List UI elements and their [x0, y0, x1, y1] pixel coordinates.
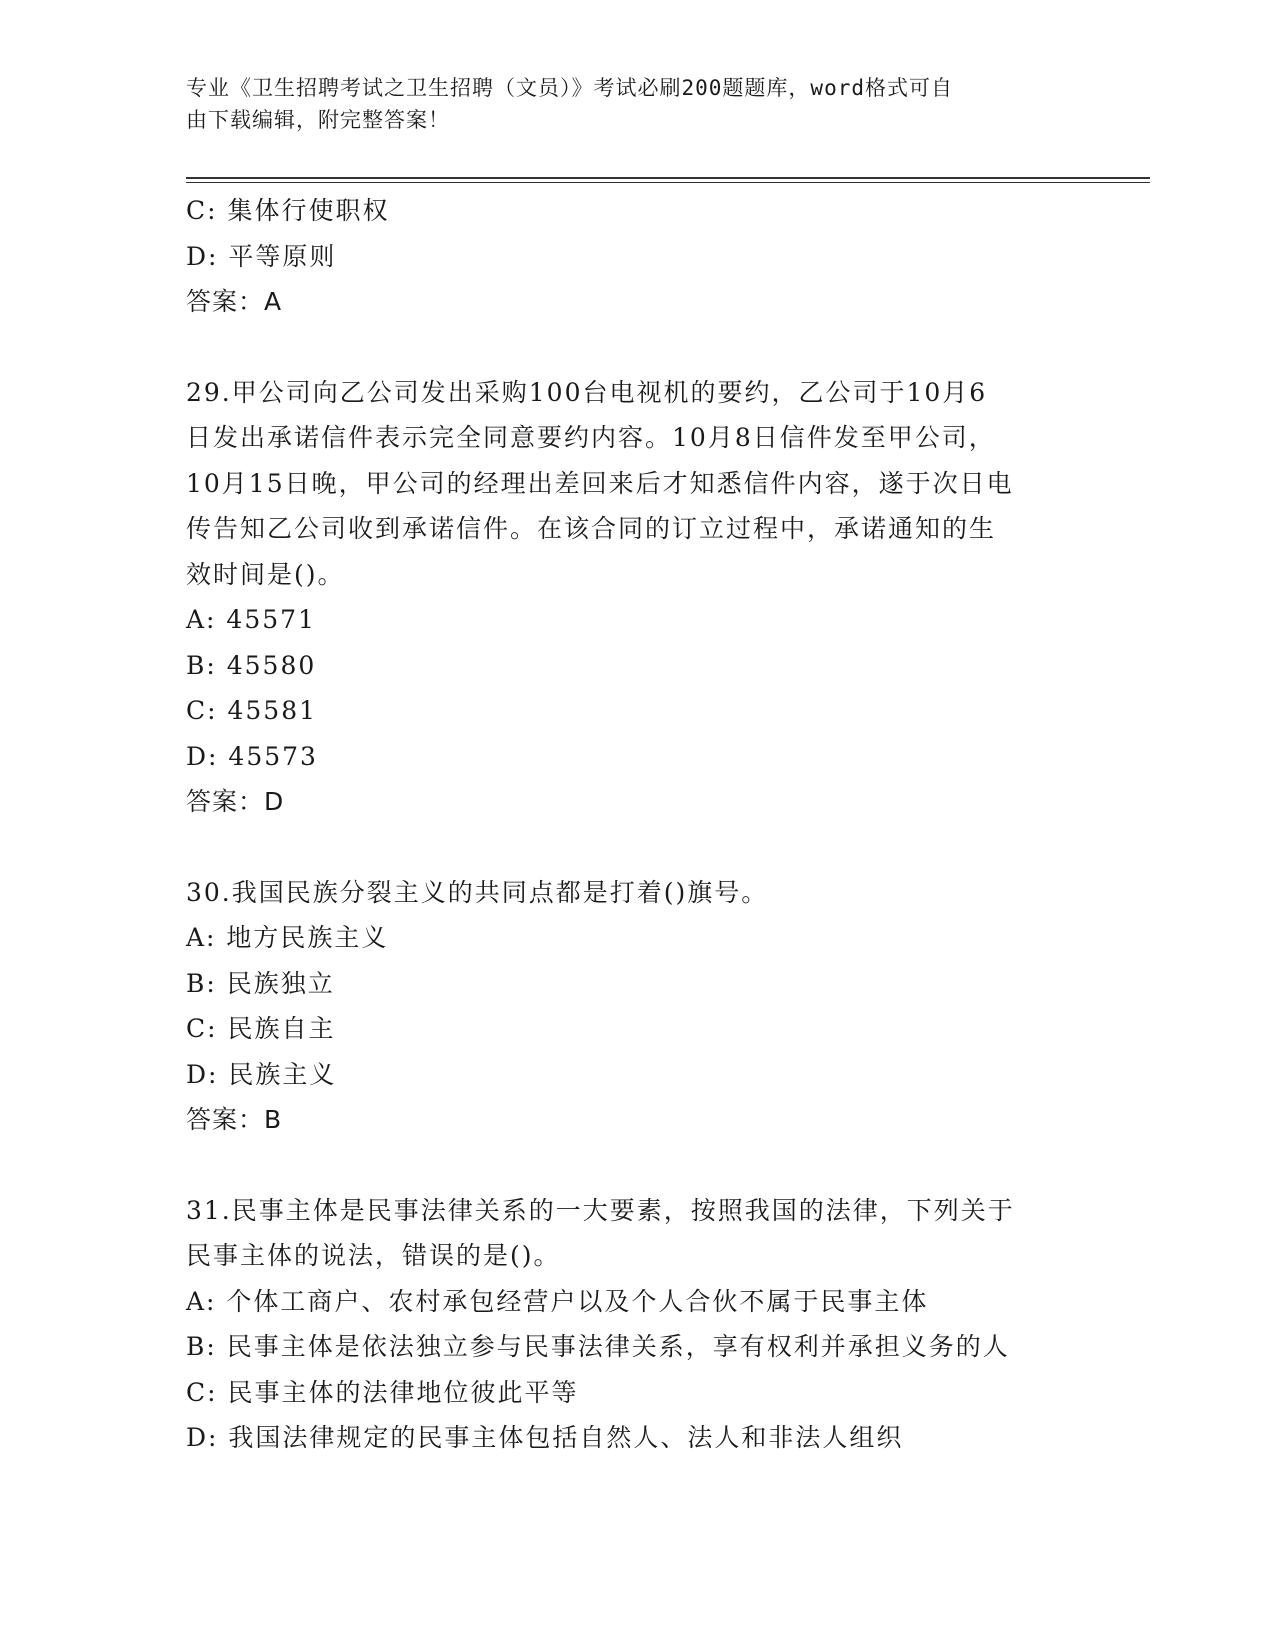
- question-28-tail: [186, 188, 1086, 325]
- question-text-line: 29.甲公司向乙公司发出采购100台电视机的要约，乙公司于10月6: [186, 377, 988, 407]
- document-header: [186, 72, 1066, 136]
- question-text-line: 传告知乙公司收到承诺信件。在该合同的订立过程中，承诺通知的生: [186, 514, 997, 543]
- question-text-line: 民事主体的说法，错误的是()。: [186, 1241, 561, 1270]
- question-text-line: 效时间是()。: [186, 559, 345, 589]
- option-c: C: 民事主体的法律地位彼此平等: [186, 1377, 579, 1407]
- option-a: A: 45571: [186, 605, 316, 634]
- header-line-1: 专业《卫生招聘考试之卫生招聘（文员）》考试必刷200题题库，word格式可自: [186, 76, 953, 100]
- question-text: [186, 1188, 1086, 1279]
- question-text-line: 10月15日晚，甲公司的经理出差回来后才知悉信件内容，遂于次日电: [186, 468, 1014, 498]
- question-text: [186, 370, 1086, 598]
- option-d: D: 平等原则: [186, 241, 337, 271]
- question-30: [186, 870, 1086, 1143]
- option-b: B: 民族独立: [186, 968, 335, 998]
- option-c: C: 集体行使职权: [186, 196, 390, 225]
- header-divider-thin: [186, 182, 1150, 183]
- spacer: [186, 825, 1086, 870]
- question-29: [186, 370, 1086, 825]
- option-d: D: 民族主义: [186, 1059, 337, 1089]
- question-text-line: 日发出承诺信件表示完全同意要约内容。10月8日信件发至甲公司，: [186, 423, 996, 452]
- option-b: B: 45580: [186, 650, 317, 680]
- option-a: A: 地方民族主义: [186, 923, 389, 952]
- question-content: [186, 188, 1086, 1461]
- question-text-line: 30.我国民族分裂主义的共同点都是打着()旗号。: [186, 877, 769, 907]
- spacer: [186, 325, 1086, 370]
- question-text: [186, 870, 1086, 916]
- spacer: [186, 1143, 1086, 1188]
- option-c: C: 民族自主: [186, 1014, 336, 1043]
- option-d: D: 我国法律规定的民事主体包括自然人、法人和非法人组织: [186, 1423, 904, 1452]
- answer-line: 答案：A: [186, 287, 283, 316]
- option-a: A: 个体工商户、农村承包经营户以及个人合伙不属于民事主体: [186, 1286, 929, 1316]
- option-b: B: 民事主体是依法独立参与民事法律关系，享有权利并承担义务的人: [186, 1332, 1010, 1361]
- answer-line: 答案：D: [186, 787, 285, 816]
- header-divider-thick: [186, 177, 1150, 179]
- option-c: C: 45581: [186, 696, 318, 725]
- question-31: [186, 1188, 1086, 1461]
- question-text-line: 31.民事主体是民事法律关系的一大要素，按照我国的法律，下列关于: [186, 1195, 1015, 1225]
- option-d: D: 45573: [186, 741, 318, 771]
- answer-line: 答案：B: [186, 1105, 283, 1134]
- header-line-2: 由下载编辑，附完整答案！: [186, 108, 450, 132]
